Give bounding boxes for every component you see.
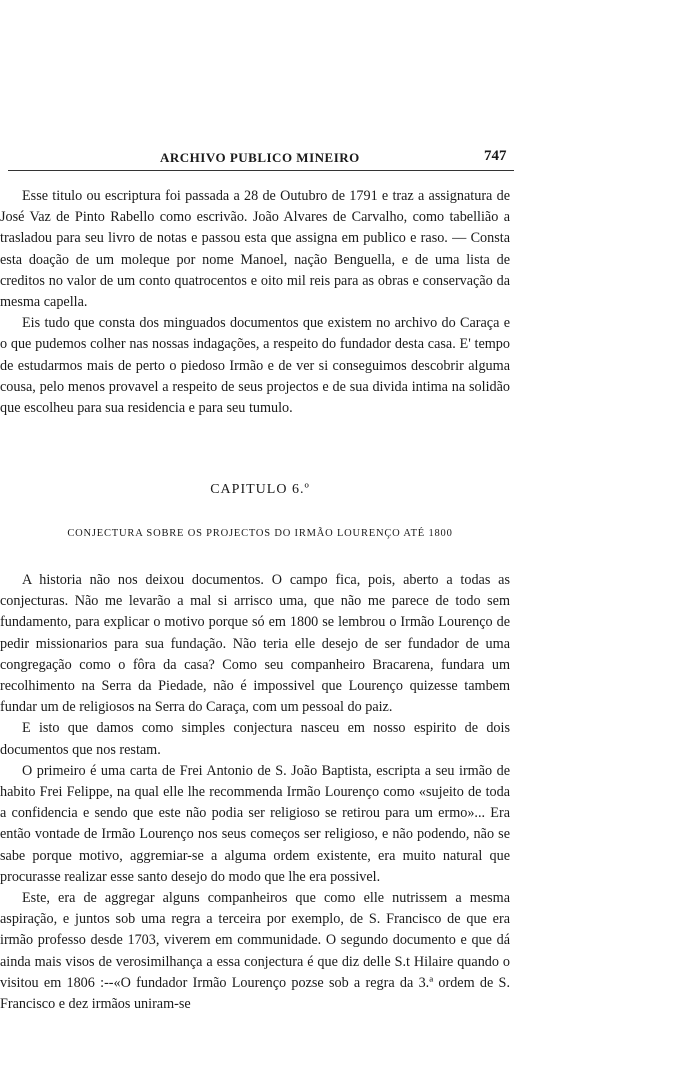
chapter-title: CAPITULO 6.º — [210, 482, 310, 497]
header-rule — [8, 170, 514, 171]
page-number: 747 — [484, 148, 507, 164]
paragraph: O primeiro é uma carta de Frei Antonio de S. João Baptista, escripta a seu irmão de habito Frei Felippe, na qual elle lhe recommenda Irmão Lourenço como «sujeito de toda a confidencia e sendo que este não podia ser religioso se retirou para um ermo»... Era então vontade de Irmão Lourenço nos seus começos ser religioso, e não podendo, não se sabe porque motivo, aggremiar-se a alguma ordem existente, era muito natural que procurasse realizar esse santo desejo do modo que lhe era possivel. — [0, 762, 510, 885]
paragraph: Eis tudo que consta dos minguados documentos que existem no archivo do Caraça e o que pudemos colher nas nossas indagações, a respeito do fundador desta casa. E' tempo de estudarmos mais de perto o piedoso Irmão e de ver si conseguimos descobrir alguma cousa, pelo menos provavel a respeito de seus projectos e de sua divida intima na solidão que escolheu para sua residencia e para seu tumulo. — [0, 315, 510, 417]
section-1-text — [0, 186, 510, 419]
paragraph: E isto que damos como simples conjectura nasceu em nosso espirito de dois documentos que nos restam. — [0, 720, 510, 758]
paragraph: A historia não nos deixou documentos. O campo fica, pois, aberto a todas as conjecturas. Não me levarão a mal si arrisco uma, que não me parece de todo sem fundamento, para explicar o motivo porque só em 1800 se lembrou o Irmão Lourenço de pedir missionarios para sua fundação. Não teria elle desejo de ser fundador de uma congregação como o fôra da casa? Como seu companheiro Bracarena, fundara um recolhimento na Serra da Piedade, não é impossivel que Lourenço quizesse tambem fundar um de religiosos na Serra do Caraça, com um pessoal do paiz. — [0, 572, 510, 716]
chapter-subtitle: CONJECTURA SOBRE OS PROJECTOS DO IRMÃO LOURENÇO ATÉ 1800 — [67, 528, 453, 539]
running-head-title: ARCHIVO PUBLICO MINEIRO — [160, 150, 360, 165]
paragraph: Este, era de aggregar alguns companheiros que como elle nutrissem a mesma aspiração, e juntos sob uma regra a terceira por exemplo, de S. Francisco de que era irmão professo desde 1703, viverem em communidade. O segundo documento e que dá ainda mais visos de verosimilhança a essa conjectura é que diz delle S.t Hilaire quando o visitou em 1806 :--«O fundador Irmão Lourenço pozse sob a regra da 3.ª ordem de S. Francisco e dez irmãos uniram-se — [0, 890, 510, 1013]
section-2-text — [0, 570, 510, 1015]
running-head — [0, 146, 520, 172]
paragraph: Esse titulo ou escriptura foi passada a 28 de Outubro de 1791 e traz a assignatura de José Vaz de Pinto Rabello como escrivão. João Alvares de Carvalho, como tabellião a trasladou para seu livro de notas e passou esta que assigna em publico e raso. — Consta esta doação de um moleque por nome Manoel, nação Benguella, e de uma lista de creditos no valor de um conto quatrocentos e oito mil reis para as obras e conservação da mesma capella. — [0, 188, 510, 311]
